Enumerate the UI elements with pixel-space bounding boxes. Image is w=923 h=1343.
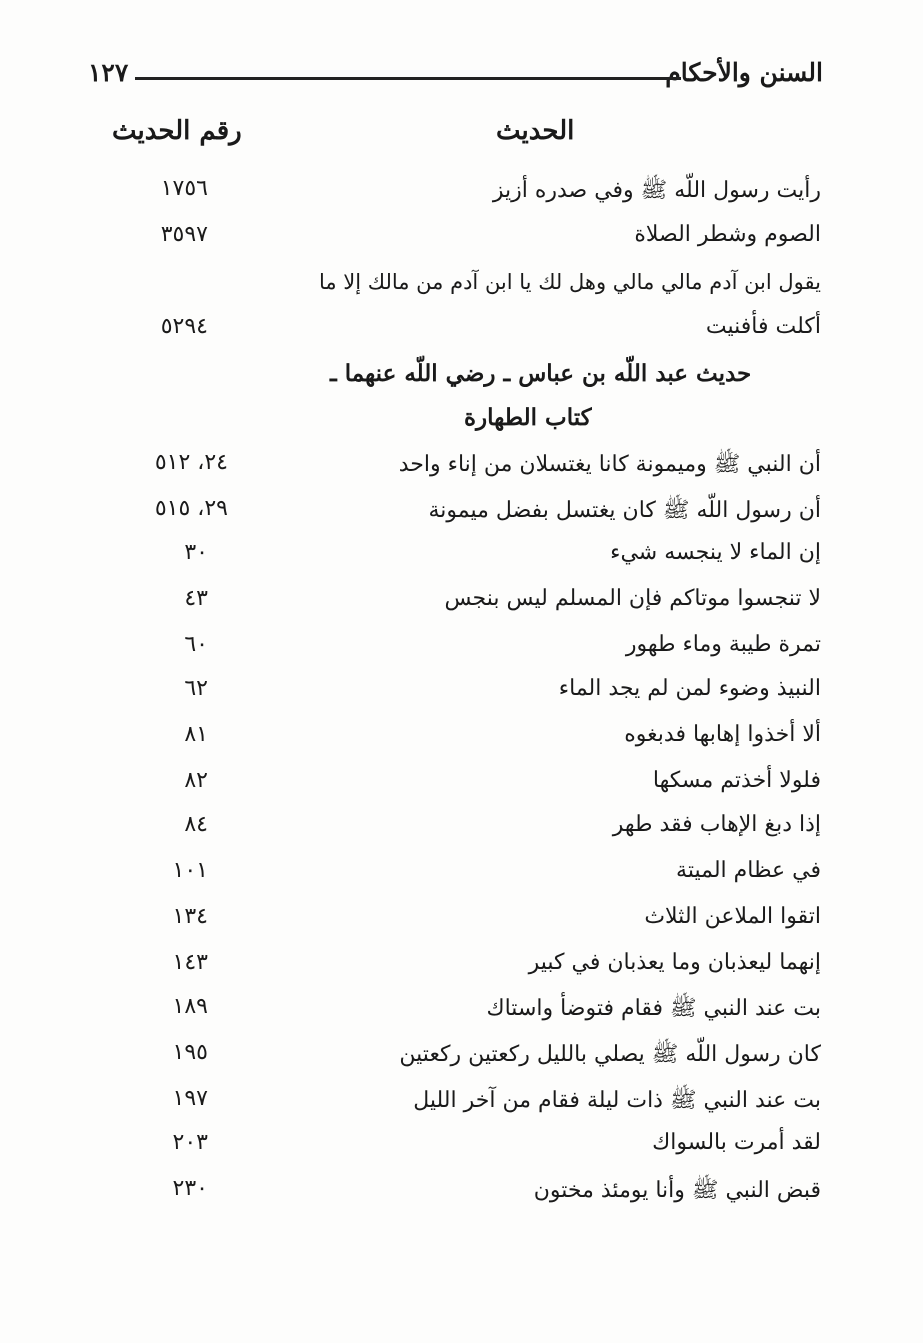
list-item [0, 586, 923, 632]
list-item [0, 222, 923, 268]
list-item [0, 950, 923, 996]
hadith-text: أن رسول اللّه ﷺ كان يغتسل بفضل ميمونة [428, 498, 821, 523]
hadith-number: ٤٣ [184, 586, 208, 611]
list-item [0, 314, 923, 360]
hadith-number: ٢٤، ٥١٢ [154, 450, 228, 475]
hadith-number: ١٠١ [172, 858, 208, 883]
hadith-number: ٣٠ [184, 540, 208, 565]
hadith-number: ٦٢ [184, 676, 208, 701]
hadith-text: اتقوا الملاعن الثلاث [644, 904, 821, 929]
hadith-number: ٨٤ [184, 812, 208, 837]
hadith-number: ٢٠٣ [172, 1130, 208, 1155]
list-item [0, 1040, 923, 1086]
list-item [0, 722, 923, 768]
hadith-text: أكلت فأفنيت [705, 314, 821, 339]
hadith-number: ١٩٥ [172, 1040, 208, 1065]
hadith-text: بت عند النبي ﷺ ذات ليلة فقام من آخر الليل [413, 1088, 821, 1113]
list-item [0, 496, 923, 542]
hadith-text: إن الماء لا ينجسه شيء [610, 540, 821, 565]
list-item [0, 1086, 923, 1132]
hadith-text: أن النبي ﷺ وميمونة كانا يغتسلان من إناء واحد [398, 452, 821, 477]
page-number: ١٢٧ [88, 58, 129, 87]
running-header-title: السنن والأحكام [665, 58, 823, 87]
list-item [0, 1176, 923, 1222]
hadith-number: ٢٩، ٥١٥ [154, 496, 228, 521]
hadith-text: فلولا أخذتم مسكها [652, 768, 821, 793]
list-item [0, 768, 923, 814]
hadith-number: ٥٢٩٤ [160, 314, 208, 339]
list-item [0, 1130, 923, 1176]
list-item [0, 176, 923, 222]
header-rule [135, 77, 681, 80]
column-header-hadith: الحديث [496, 116, 575, 146]
hadith-number: ١٣٤ [172, 904, 208, 929]
hadith-text: في عظام الميتة [676, 858, 821, 883]
hadith-text: إذا دبغ الإهاب فقد طهر [612, 812, 821, 837]
hadith-text: بت عند النبي ﷺ فقام فتوضأ واستاك [486, 996, 821, 1021]
list-item [0, 904, 923, 950]
hadith-text: الصوم وشطر الصلاة [634, 222, 821, 247]
list-item [0, 994, 923, 1040]
hadith-number: ١٨٩ [172, 994, 208, 1019]
hadith-text: لا تنجسوا موتاكم فإن المسلم ليس بنجس [444, 586, 821, 611]
hadith-number: ١٤٣ [172, 950, 208, 975]
section-subtitle: كتاب الطهارة [464, 404, 592, 431]
hadith-number: ١٧٥٦ [160, 176, 208, 201]
hadith-number: ٨١ [184, 722, 208, 747]
hadith-text: قبض النبي ﷺ وأنا يومئذ مختون [533, 1178, 821, 1203]
hadith-text: كان رسول اللّه ﷺ يصلي بالليل ركعتين ركعتين [399, 1042, 821, 1067]
hadith-number: ١٩٧ [172, 1086, 208, 1111]
list-item [0, 858, 923, 904]
hadith-number: ٨٢ [184, 768, 208, 793]
hadith-text: إنهما ليعذبان وما يعذبان في كبير [528, 950, 821, 975]
hadith-number: ٣٥٩٧ [160, 222, 208, 247]
list-item [0, 676, 923, 722]
hadith-number: ٢٣٠ [172, 1176, 208, 1201]
column-header-number: رقم الحديث [112, 116, 242, 146]
hadith-text: رأيت رسول اللّه ﷺ وفي صدره أزيز [492, 178, 821, 203]
hadith-text: يقول ابن آدم مالي مالي وهل لك يا ابن آدم من مالك إلا ما [318, 270, 821, 294]
list-item [0, 450, 923, 496]
hadith-text: لقد أمرت بالسواك [652, 1130, 821, 1155]
hadith-number: ٦٠ [184, 632, 208, 657]
list-item [0, 540, 923, 586]
hadith-text: النبيذ وضوء لمن لم يجد الماء [558, 676, 821, 701]
hadith-text: تمرة طيبة وماء طهور [625, 632, 821, 657]
list-item [0, 270, 923, 316]
list-item [0, 812, 923, 858]
list-item [0, 632, 923, 678]
hadith-text: ألا أخذوا إهابها فدبغوه [624, 722, 821, 747]
section-title: حديث عبد اللّه بن عباس ـ رضي اللّه عنهما ـ [330, 360, 752, 387]
